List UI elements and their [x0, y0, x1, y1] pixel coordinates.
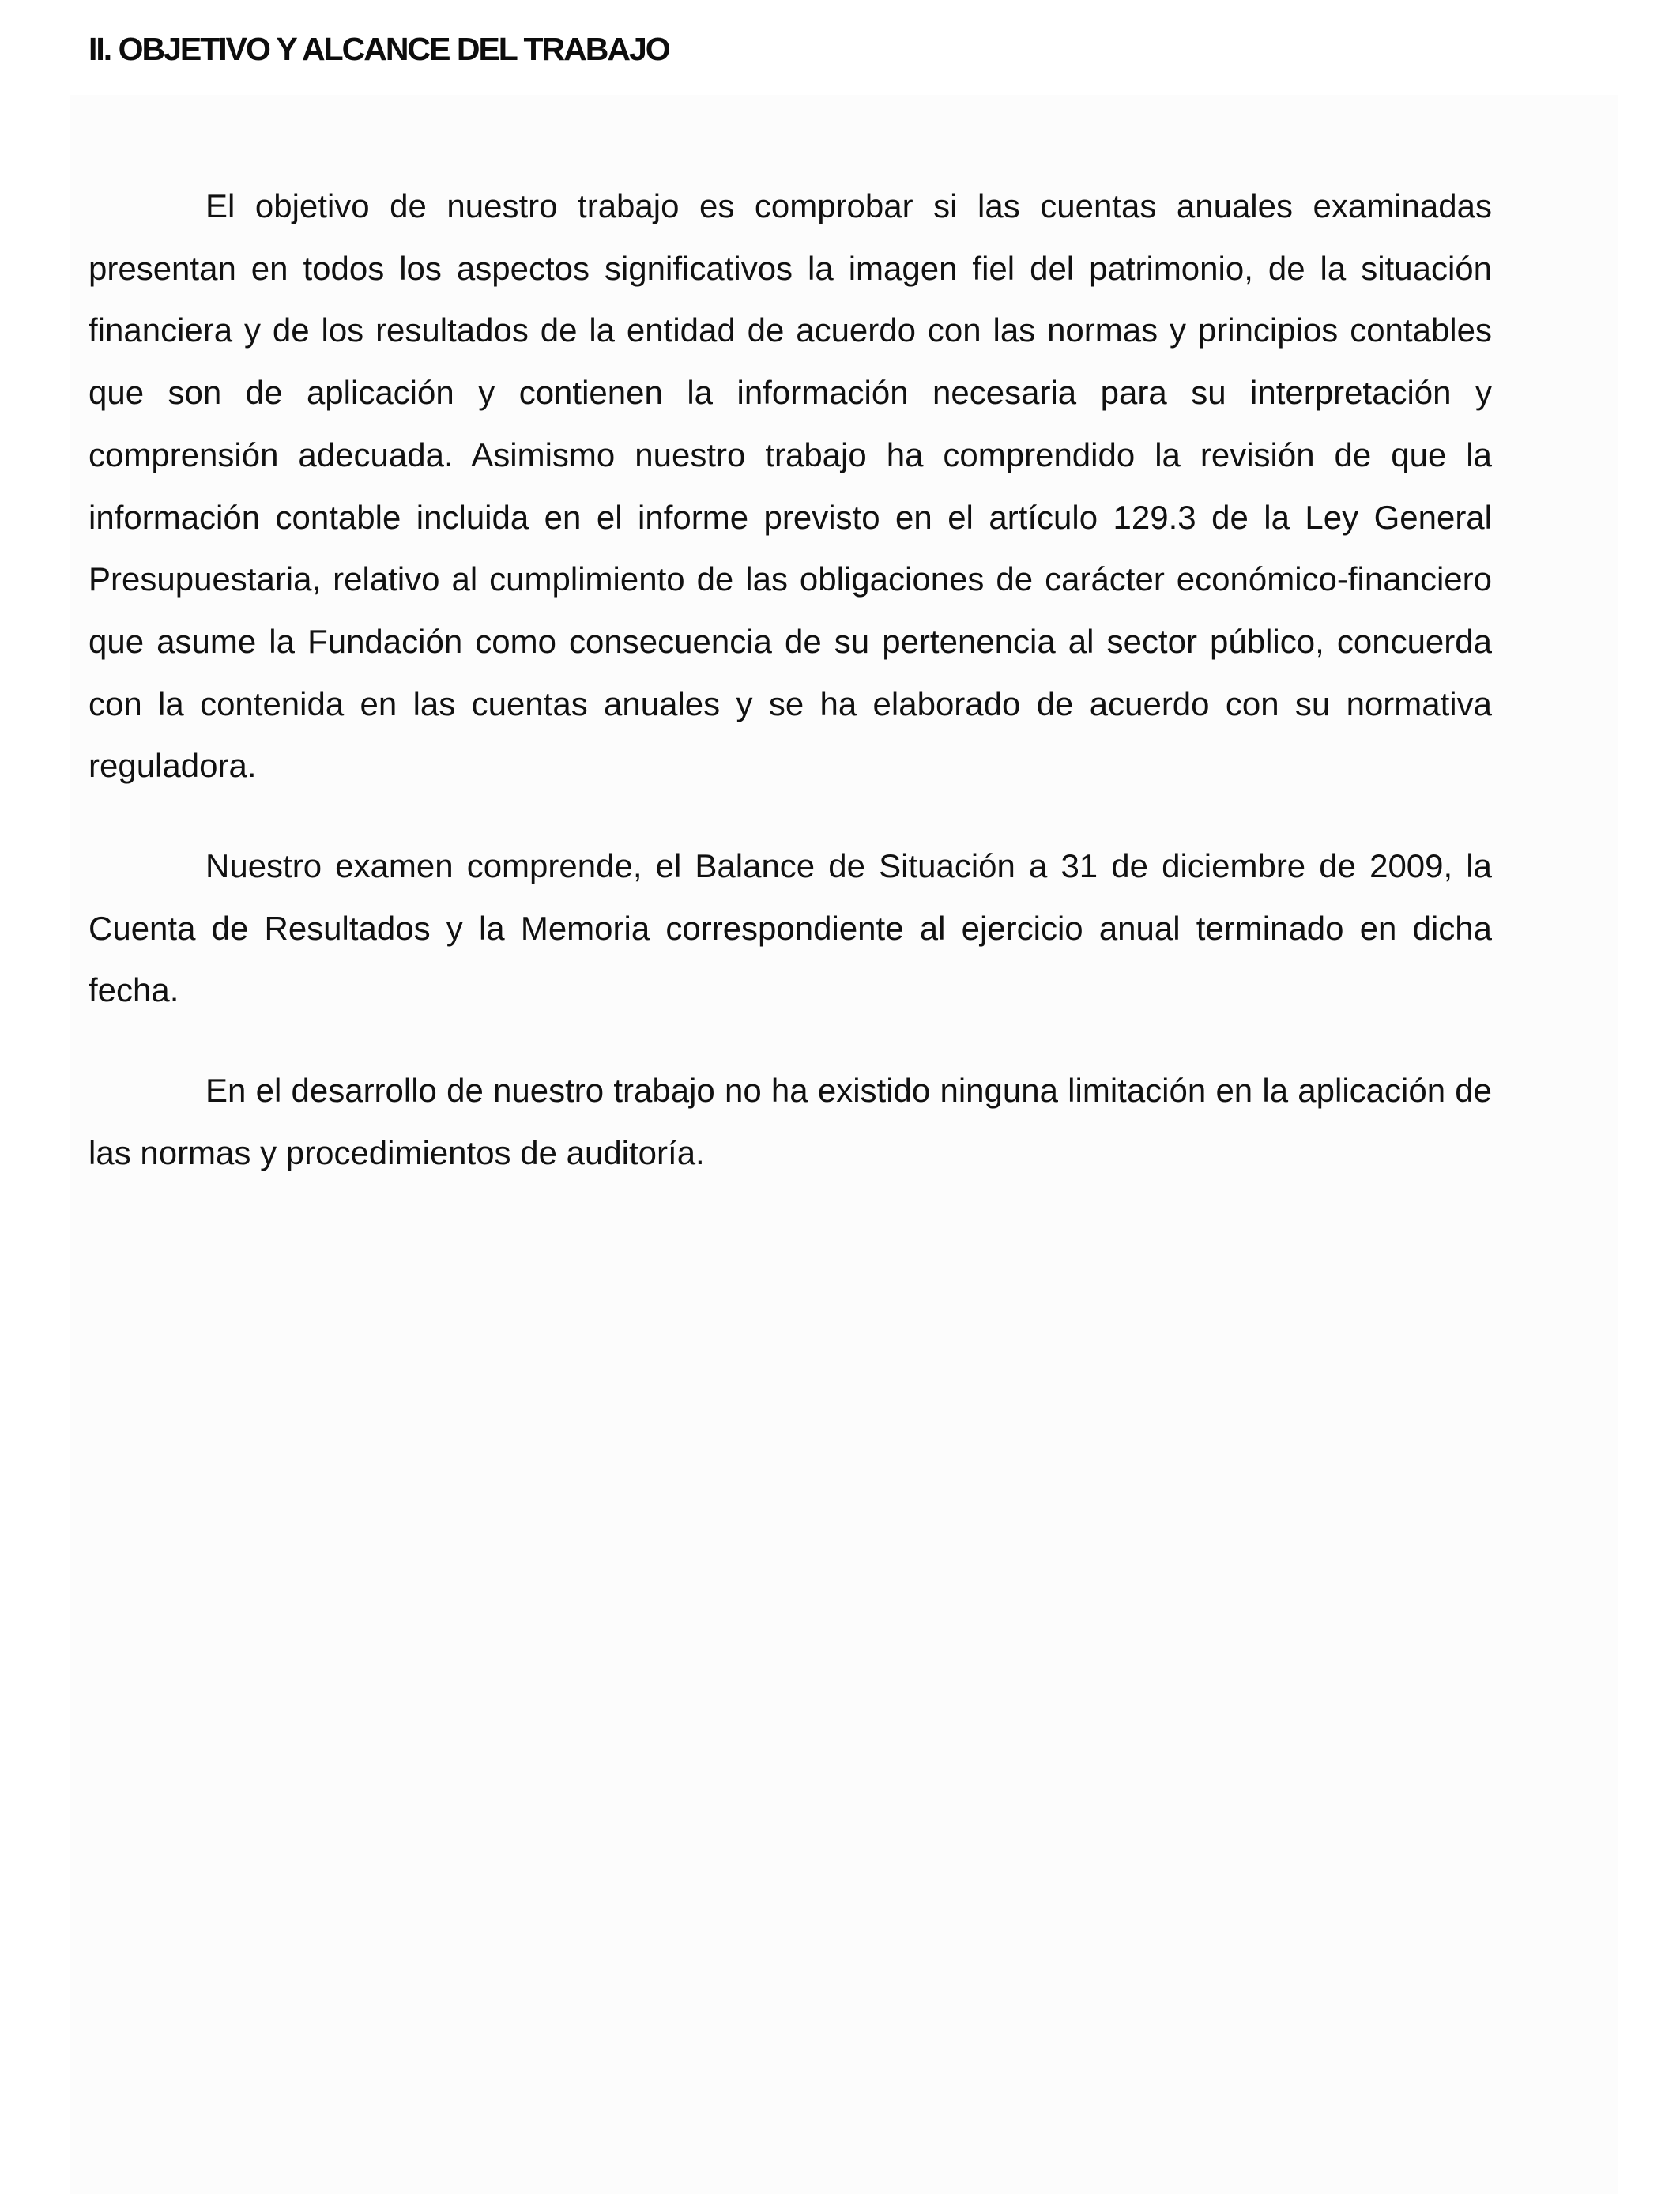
paragraph-objective: El objetivo de nuestro trabajo es comprobar si las cuentas anuales examinadas presentan en todos los aspectos significativos la imagen fiel del patrimonio, de la situación financiera y de los resultados de la entidad de acuerdo con las normas y principios contables que son de aplicación y contienen la información necesaria para su interpretación y comprensión adecuada. Asimismo nuestro trabajo ha comprendido la revisión de que la información contable incluida en el informe previsto en el artículo 129.3 de la Ley General Presupuestaria, relativo al cumplimiento de las obligaciones de carácter económico-financiero que asume la Fundación como consecuencia de su pertenencia al sector público, concuerda con la contenida en las cuentas anuales y se ha elaborado de acuerdo con su normativa reguladora. — [89, 187, 1492, 785]
paragraph-limitations: En el desarrollo de nuestro trabajo no ha existido ninguna limitación en la aplicación de las normas y procedimientos de auditoría. — [89, 1072, 1492, 1171]
document-body — [89, 25, 1492, 1185]
paragraph-scope: Nuestro examen comprende, el Balance de Situación a 31 de diciembre de 2009, la Cuenta de Resultados y la Memoria correspondiente al ejercicio anual terminado en dicha fecha. — [89, 847, 1492, 1009]
section-heading: II. OBJETIVO Y ALCANCE DEL TRABAJO — [89, 31, 669, 67]
